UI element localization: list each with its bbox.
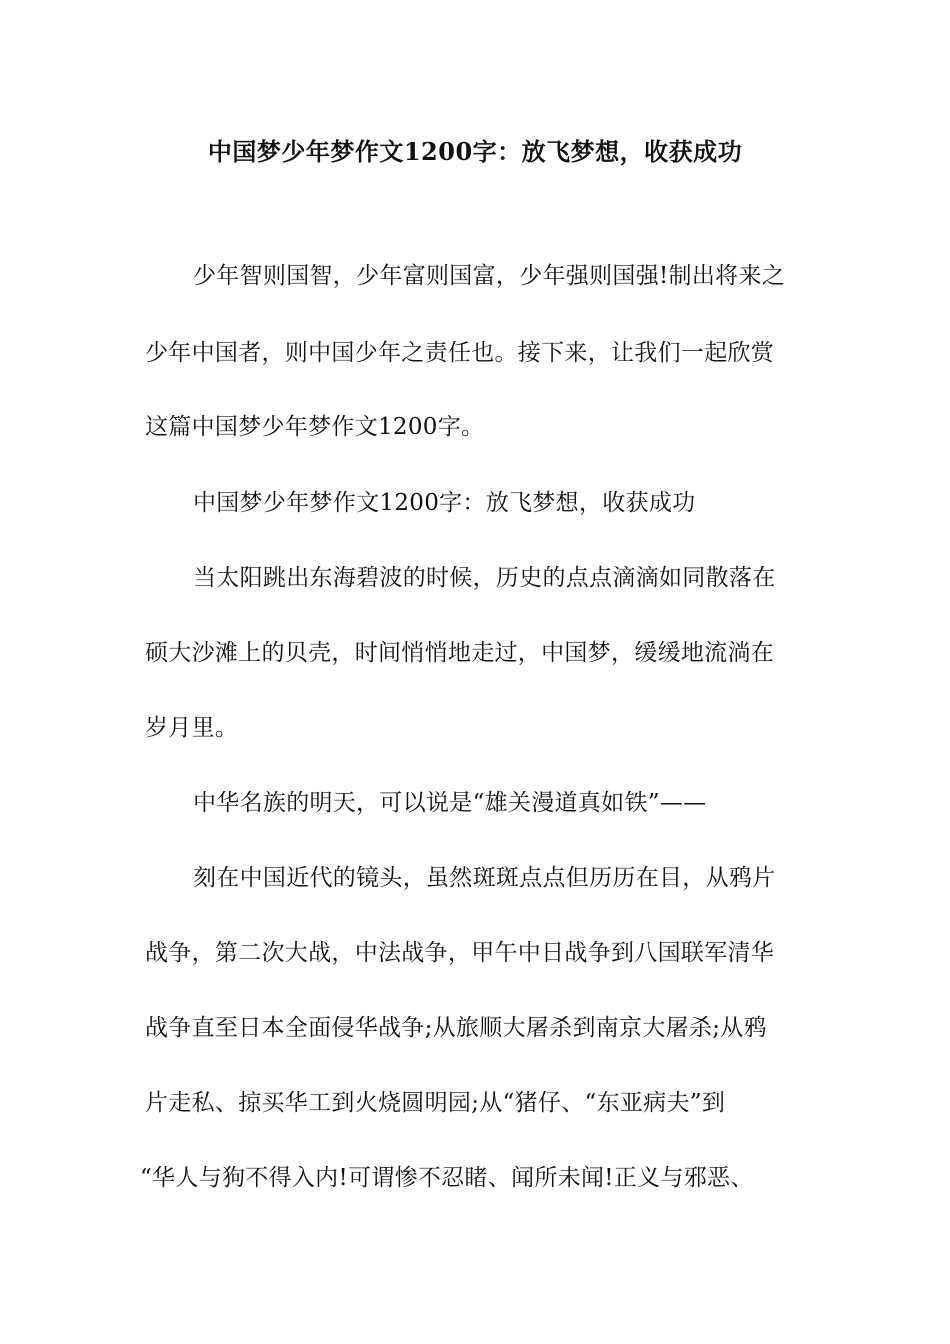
paragraph-line: 战争直至日本全面侵华战争;从旅顺大屠杀到南京大屠杀;从鸦 [145, 1015, 767, 1041]
document-title: 中国梦少年梦作文1200字：放飞梦想，收获成功 [207, 137, 743, 166]
paragraph-line: 刻在中国近代的镜头，虽然斑斑点点但历历在目，从鸦片 [193, 865, 776, 891]
paragraph-line: 中华名族的明天，可以说是“雄关漫道真如铁”—— [193, 790, 707, 816]
paragraph-line: 中国梦少年梦作文1200字：放飞梦想，收获成功 [193, 490, 696, 516]
paragraph-line: 岁月里。 [145, 715, 239, 741]
paragraph-line: 少年智则国智，少年富则国富，少年强则国强!制出将来之 [193, 263, 786, 289]
paragraph-line: 少年中国者，则中国少年之责任也。接下来，让我们一起欣赏 [145, 340, 775, 366]
paragraph-line: 战争，第二次大战，中法战争，甲午中日战争到八国联军清华 [145, 940, 775, 966]
paragraph-line: 片走私、掠买华工到火烧圆明园;从“猪仔、“东亚病夫”到 [145, 1090, 726, 1116]
paragraph-line: 当太阳跳出东海碧波的时候，历史的点点滴滴如同散落在 [193, 565, 776, 591]
paragraph-line: “华人与狗不得入内!可谓惨不忍睹、闻所未闻!正义与邪恶、 [140, 1165, 754, 1191]
paragraph-line: 这篇中国梦少年梦作文1200字。 [145, 414, 485, 440]
paragraph-line: 硕大沙滩上的贝壳，时间悄悄地走过，中国梦，缓缓地流淌在 [145, 640, 775, 666]
